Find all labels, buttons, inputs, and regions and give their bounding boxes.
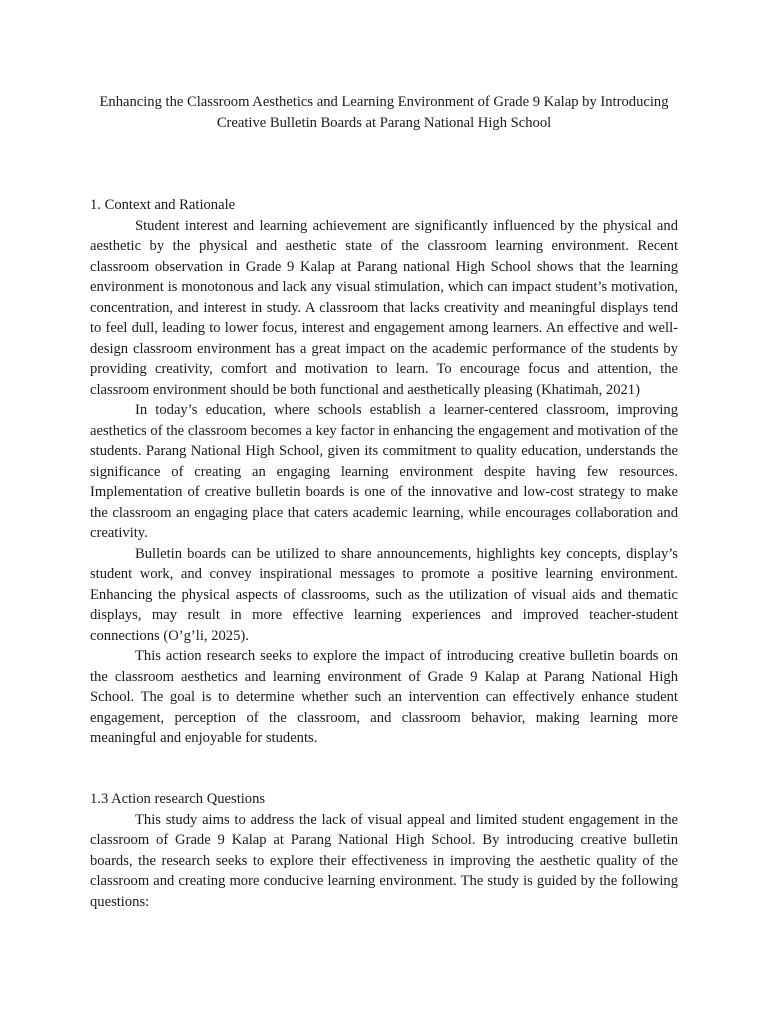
body-paragraph: This study aims to address the lack of visual appeal and limited student engagement in the classroom of Grade 9 Kalap at Parang National High School. By introducing creative bulletin boards, the research seeks to explore their effectiveness in improving the aesthetic quality of the classroom and creating more conducive learning environment. The study is guided by the following questions: [90, 811, 678, 910]
title-line-2: Creative Bulletin Boards at Parang National High School [216, 114, 552, 131]
document-title [80, 92, 688, 133]
title-line-1: Enhancing the Classroom Aesthetics and Learning Environment of Grade 9 Kalap by Introducing [99, 94, 669, 110]
body-paragraph: In today’s education, where schools establish a learner-centered classroom, improving aesthetics of the classroom becomes a key factor in enhancing the engagement and motivation of the students. Parang National High School, given its commitment to quality education, understands the significance of creating an engaging learning environment despite having few resources. Implementation of creative bulletin boards is one of the innovative and low-cost strategy to make the classroom an engaging place that caters academic learning, while encourages collaboration and creativity. [90, 402, 678, 541]
body-paragraph: Student interest and learning achievement are significantly influenced by the physical and aesthetic by the physical and aesthetic state of the classroom learning environment. Recent classroom observation in Grade 9 Kalap at Parang national High School shows that the learning environment is monotonous and lack any visual stimulation, which can impact student’s motivation, concentration, and interest in study. A classroom that lacks creativity and meaningful displays tend to feel dull, leading to lower focus, interest and engagement among learners. An effective and well-design classroom environment has a great impact on the academic performance of the students by providing creativity, comfort and motivation to learn. To encourage focus and attention, the classroom environment should be both functional and aesthetically pleasing (Khatimah, 2021) [90, 217, 678, 398]
section-heading: 1. Context and Rationale [90, 197, 236, 213]
body-paragraph: Bulletin boards can be utilized to share announcements, highlights key concepts, display’s student work, and convey inspirational messages to promote a positive learning environment. Enhancing the physical aspects of classrooms, such as the utilization of visual aids and thematic displays, may result in more effective learning experiences and improved teacher-student connections (O’g’li, 2025). [90, 545, 678, 644]
section-research-questions [90, 789, 678, 912]
body-paragraph: This action research seeks to explore the impact of introducing creative bulletin boards on the classroom aesthetics and learning environment of Grade 9 Kalap at Parang National High School. The goal is to determine whether such an intervention can effectively enhance student engagement, perception of the classroom, and classroom behavior, making learning more meaningful and enjoyable for students. [90, 648, 678, 746]
section-heading: 1.3 Action research Questions [90, 791, 266, 807]
section-context-rationale [90, 195, 678, 749]
